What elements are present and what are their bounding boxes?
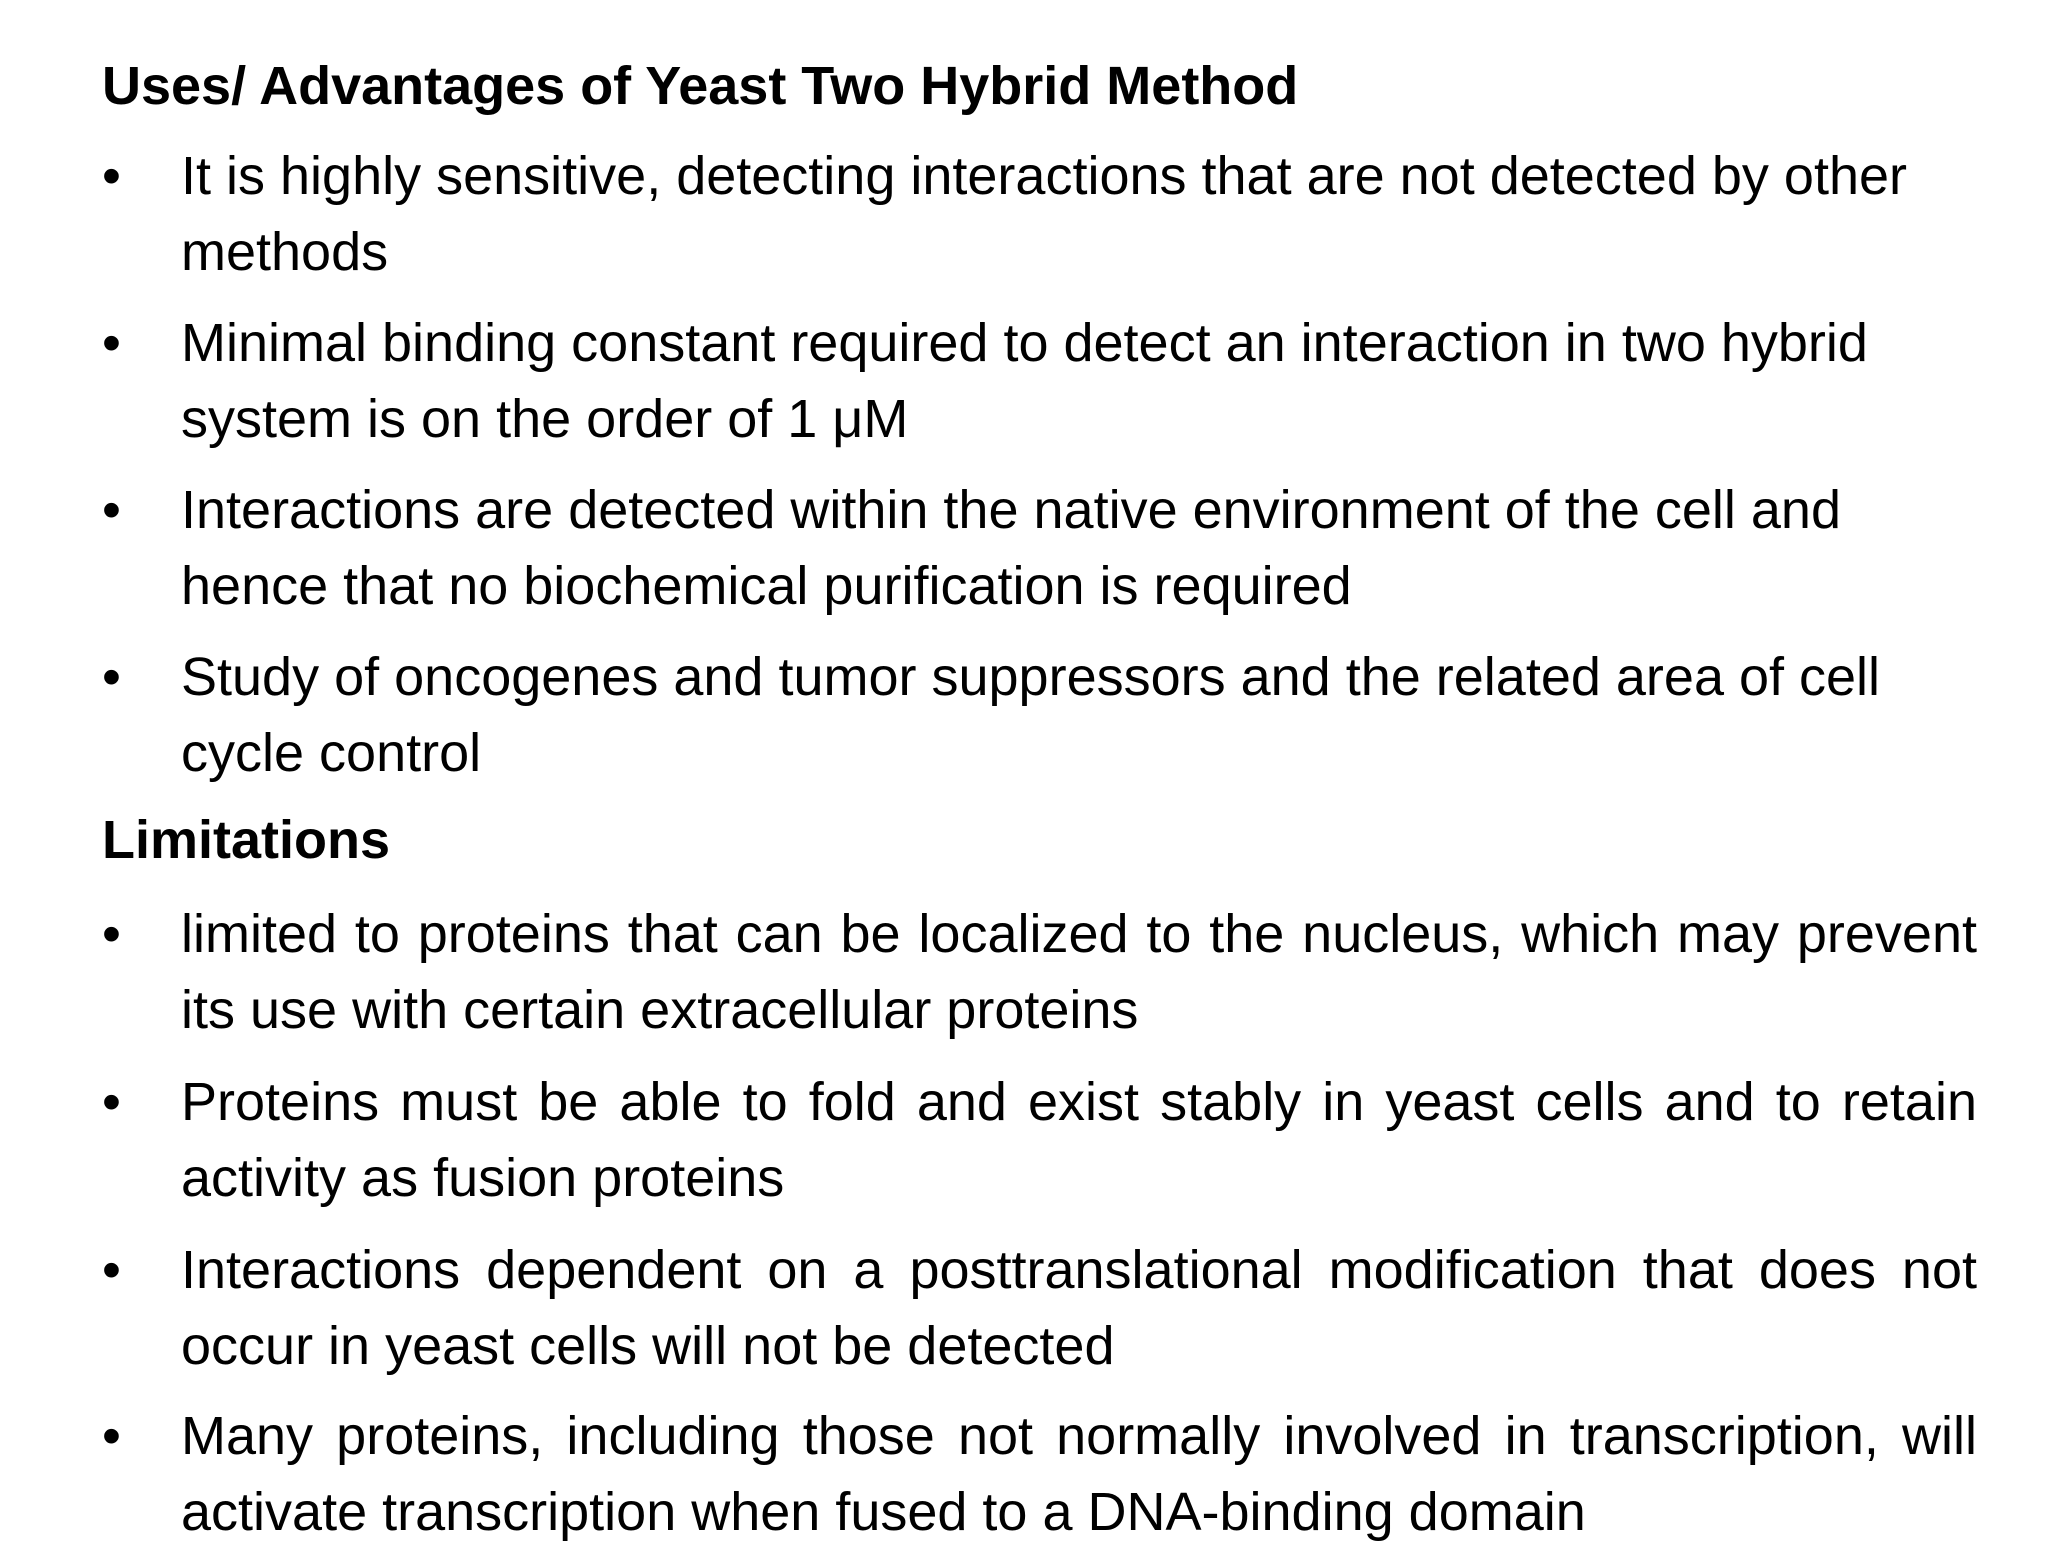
bullet-point: • (102, 1240, 121, 1300)
list-item (102, 305, 1977, 457)
section-heading-limitations: Limitations (102, 810, 391, 870)
bullet-text: Interactions dependent on a posttranslational modification that does not occur in yeast cells will not be detected (181, 1240, 1977, 1376)
list-item (102, 896, 1977, 1048)
bullet-text: It is highly sensitive, detecting interactions that are not detected by other methods (181, 146, 1907, 282)
bullet-text: Minimal binding constant required to detect an interaction in two hybrid system is on the order of 1 μM (181, 313, 1868, 449)
list-item (102, 1398, 1977, 1550)
bullet-text: Interactions are detected within the native environment of the cell and hence that no biochemical purification is required (181, 480, 1841, 616)
bullet-point: • (102, 480, 121, 540)
section-heading-advantages: Uses/ Advantages of Yeast Two Hybrid Method (102, 56, 1299, 116)
bullet-text: limited to proteins that can be localized to the nucleus, which may prevent its use with certain extracellular proteins (181, 904, 1977, 1040)
bullet-point: • (102, 146, 121, 206)
bullet-point: • (102, 1072, 121, 1132)
bullet-text: Study of oncogenes and tumor suppressors and the related area of cell cycle control (181, 647, 1881, 783)
bullet-text: Many proteins, including those not normally involved in transcription, will activate transcription when fused to a DNA-binding domain (181, 1406, 1977, 1542)
list-item (102, 1232, 1977, 1384)
bullet-point: • (102, 313, 121, 373)
bullet-point: • (102, 904, 121, 964)
bullet-point: • (102, 1406, 121, 1466)
list-item (102, 472, 1977, 624)
list-item (102, 138, 1977, 290)
list-item (102, 1064, 1977, 1216)
bullet-text: Proteins must be able to fold and exist stably in yeast cells and to retain activity as fusion proteins (181, 1072, 1977, 1208)
list-item (102, 639, 1977, 791)
bullet-point: • (102, 647, 121, 707)
